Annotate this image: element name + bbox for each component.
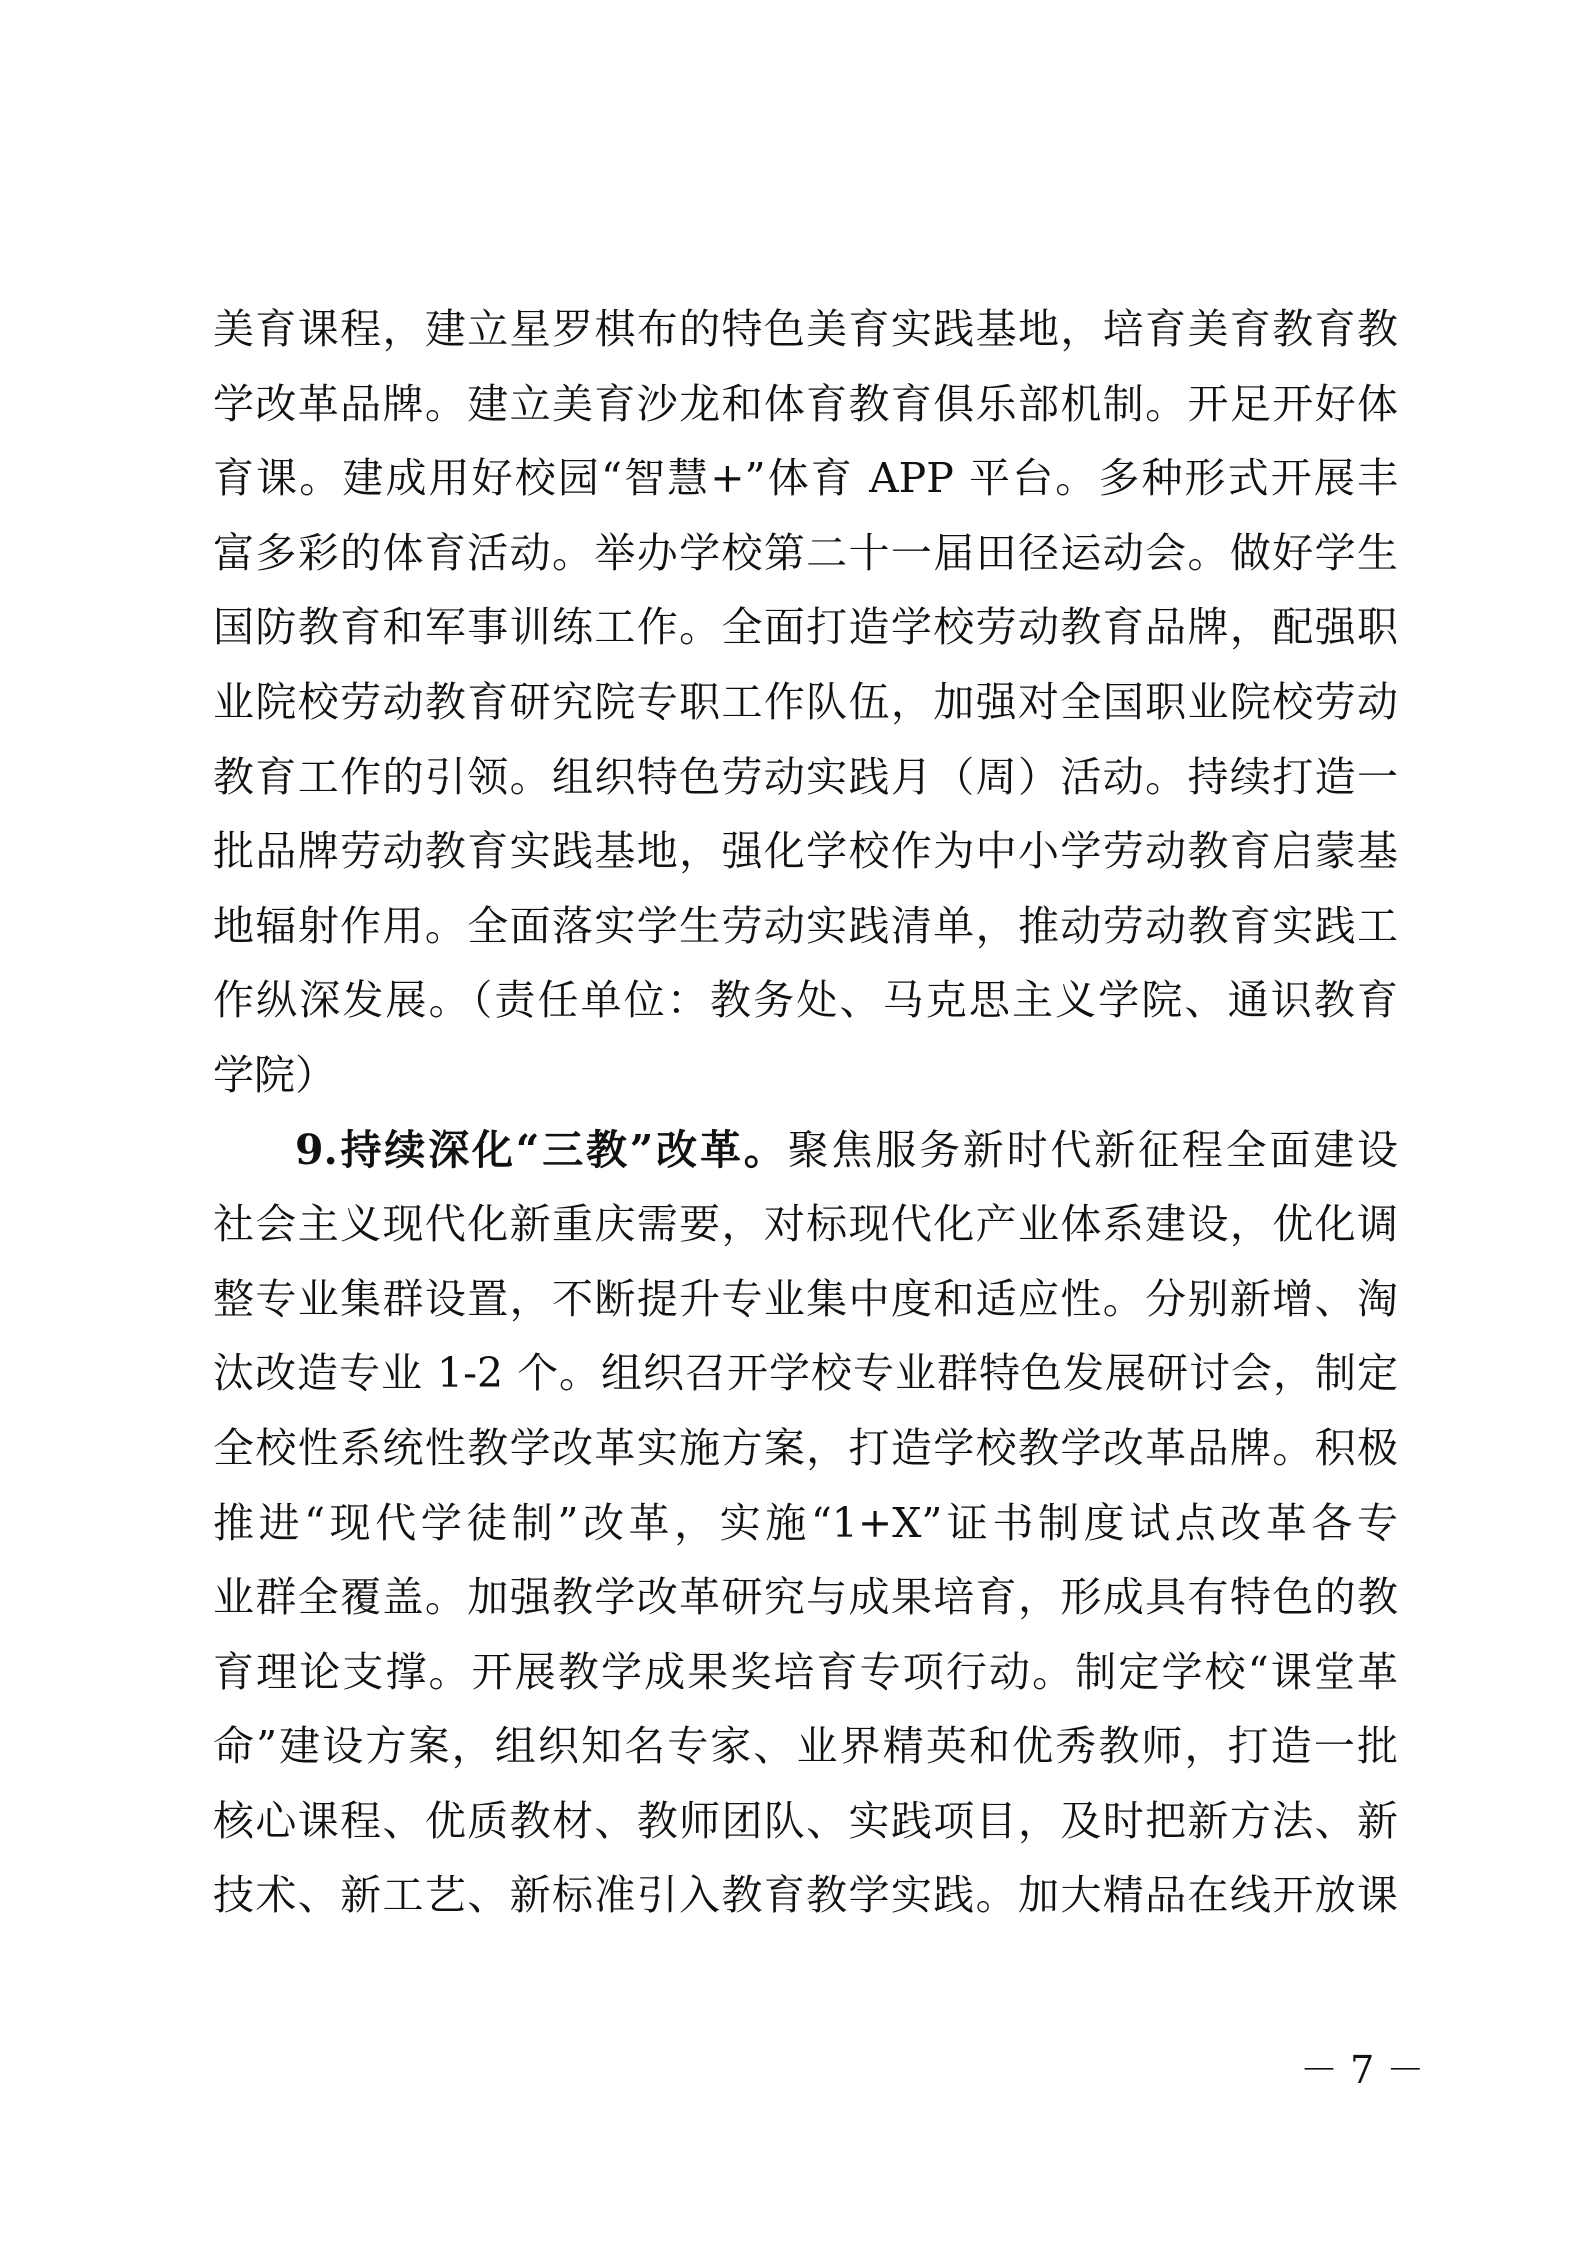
text-line: 富多彩的体育活动。举办学校第二十一届田径运动会。做好学生 xyxy=(213,528,1398,577)
text-line: 学院） xyxy=(213,1050,336,1099)
text-line: 学改革品牌。建立美育沙龙和体育教育俱乐部机制。开足开好体 xyxy=(213,379,1398,428)
text-line: 业群全覆盖。加强教学改革研究与成果培育，形成具有特色的教 xyxy=(213,1573,1398,1622)
text-line: 核心课程、优质教材、教师团队、实践项目，及时把新方法、新 xyxy=(213,1796,1398,1845)
text-line: 育理论支撑。开展教学成果奖培育专项行动。制定学校“课堂革 xyxy=(213,1647,1398,1696)
text-line: 育课。建成用好校园“智慧+”体育 APP 平台。多种形式开展丰 xyxy=(213,454,1398,503)
body-text xyxy=(213,292,1398,1933)
text-line: 批品牌劳动教育实践基地，强化学校作为中小学劳动教育启蒙基 xyxy=(213,827,1398,876)
text-line: 国防教育和军事训练工作。全面打造学校劳动教育品牌，配强职 xyxy=(213,603,1398,652)
text-line: 命”建设方案，组织知名专家、业界精英和优秀教师，打造一批 xyxy=(213,1722,1398,1771)
text-line: 美育课程，建立星罗棋布的特色美育实践基地，培育美育教育教 xyxy=(213,305,1398,353)
page-number: － 7 － xyxy=(1300,2048,1425,2092)
text-line: 作纵深发展。（责任单位：教务处、马克思主义学院、通识教育 xyxy=(213,976,1398,1025)
text-line: 教育工作的引领。组织特色劳动实践月（周）活动。持续打造一 xyxy=(213,752,1398,801)
text-line: 技术、新工艺、新标准引入教育教学实践。加大精品在线开放课 xyxy=(213,1871,1398,1920)
heading-line-text: 聚焦服务新时代新征程全面建设 xyxy=(787,1125,1399,1174)
text-line: 全校性系统性教学改革实施方案，打造学校教学改革品牌。积极 xyxy=(213,1423,1398,1472)
text-line: 地辐射作用。全面落实学生劳动实践清单，推动劳动教育实践工 xyxy=(213,901,1398,950)
paragraph-aesthetic-labor-education xyxy=(213,292,1398,1113)
heading-line xyxy=(213,1113,1398,1188)
text-line: 汰改造专业 1-2 个。组织召开学校专业群特色发展研讨会，制定 xyxy=(213,1349,1398,1398)
section-heading: 9.持续深化“三教”改革。 xyxy=(295,1125,788,1174)
paragraph-three-teaching-reform xyxy=(213,1113,1398,1934)
text-line: 社会主义现代化新重庆需要，对标现代化产业体系建设，优化调 xyxy=(213,1200,1398,1249)
text-line: 整专业集群设置，不断提升专业集中度和适应性。分别新增、淘 xyxy=(213,1274,1398,1323)
text-line: 业院校劳动教育研究院专职工作队伍，加强对全国职业院校劳动 xyxy=(213,677,1398,726)
text-line: 推进“现代学徒制”改革，实施“1+X”证书制度试点改革各专 xyxy=(213,1498,1398,1547)
